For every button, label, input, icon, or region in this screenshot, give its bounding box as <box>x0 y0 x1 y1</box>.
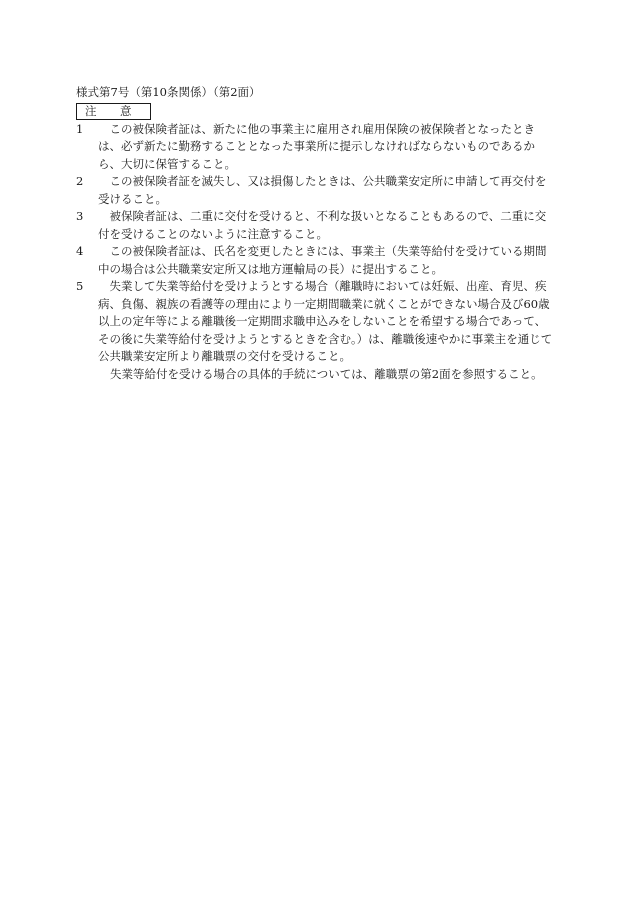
item-number: 1 <box>76 121 84 136</box>
notice-item-3 <box>76 208 556 243</box>
item-text: この被保険者証は、氏名を変更したときには、事業主（失業等給付を受けている期間中の場合は公共職業安定所又は地方運輸局の長）に提出すること。 <box>98 244 547 276</box>
notice-item-2 <box>76 173 556 208</box>
item-text: 被保険者証は、二重に交付を受けると、不利な扱いとなることもあるので、二重に交付を受けることのないように注意すること。 <box>98 209 547 241</box>
notice-item-4 <box>76 243 556 278</box>
item-number: 4 <box>76 244 84 258</box>
notice-heading: 注 意 <box>76 103 151 120</box>
notice-item-1 <box>76 121 556 174</box>
item-text: この被保険者証は、新たに他の事業主に雇用され雇用保険の被保険者となったときは、必ず新たに勤務することとなった事業所に提示しなければならないものであるから、大切に保管すること。 <box>98 121 535 171</box>
item-text: この被保険者証を滅失し、又は損傷したときは、公共職業安定所に申請して再交付を受けること。 <box>98 174 547 206</box>
item-number: 5 <box>76 279 84 293</box>
item-number: 2 <box>76 174 84 188</box>
notice-item-5 <box>76 278 556 366</box>
document-content <box>76 84 556 383</box>
item-number: 3 <box>76 209 84 223</box>
item-text: 失業して失業等給付を受けようとする場合（離職時においては妊娠、出産、育児、疾病、負傷、親族の看護等の理由により一定期間職業に就くことができない場合及び60歳以上の定年等による離職後一定期間求職申込みをしないことを希望する場合であって、その後に失業等給付を受けようとするときを含む。）は、離職後速やかに事業主を通じて公共職業安定所より離職票の交付を受けること。 <box>98 279 553 363</box>
form-label: 様式第7号（第10条関係）（第2面） <box>76 85 261 99</box>
closing-note: 失業等給付を受ける場合の具体的手続については、離職票の第2面を参照すること。 <box>110 366 543 381</box>
